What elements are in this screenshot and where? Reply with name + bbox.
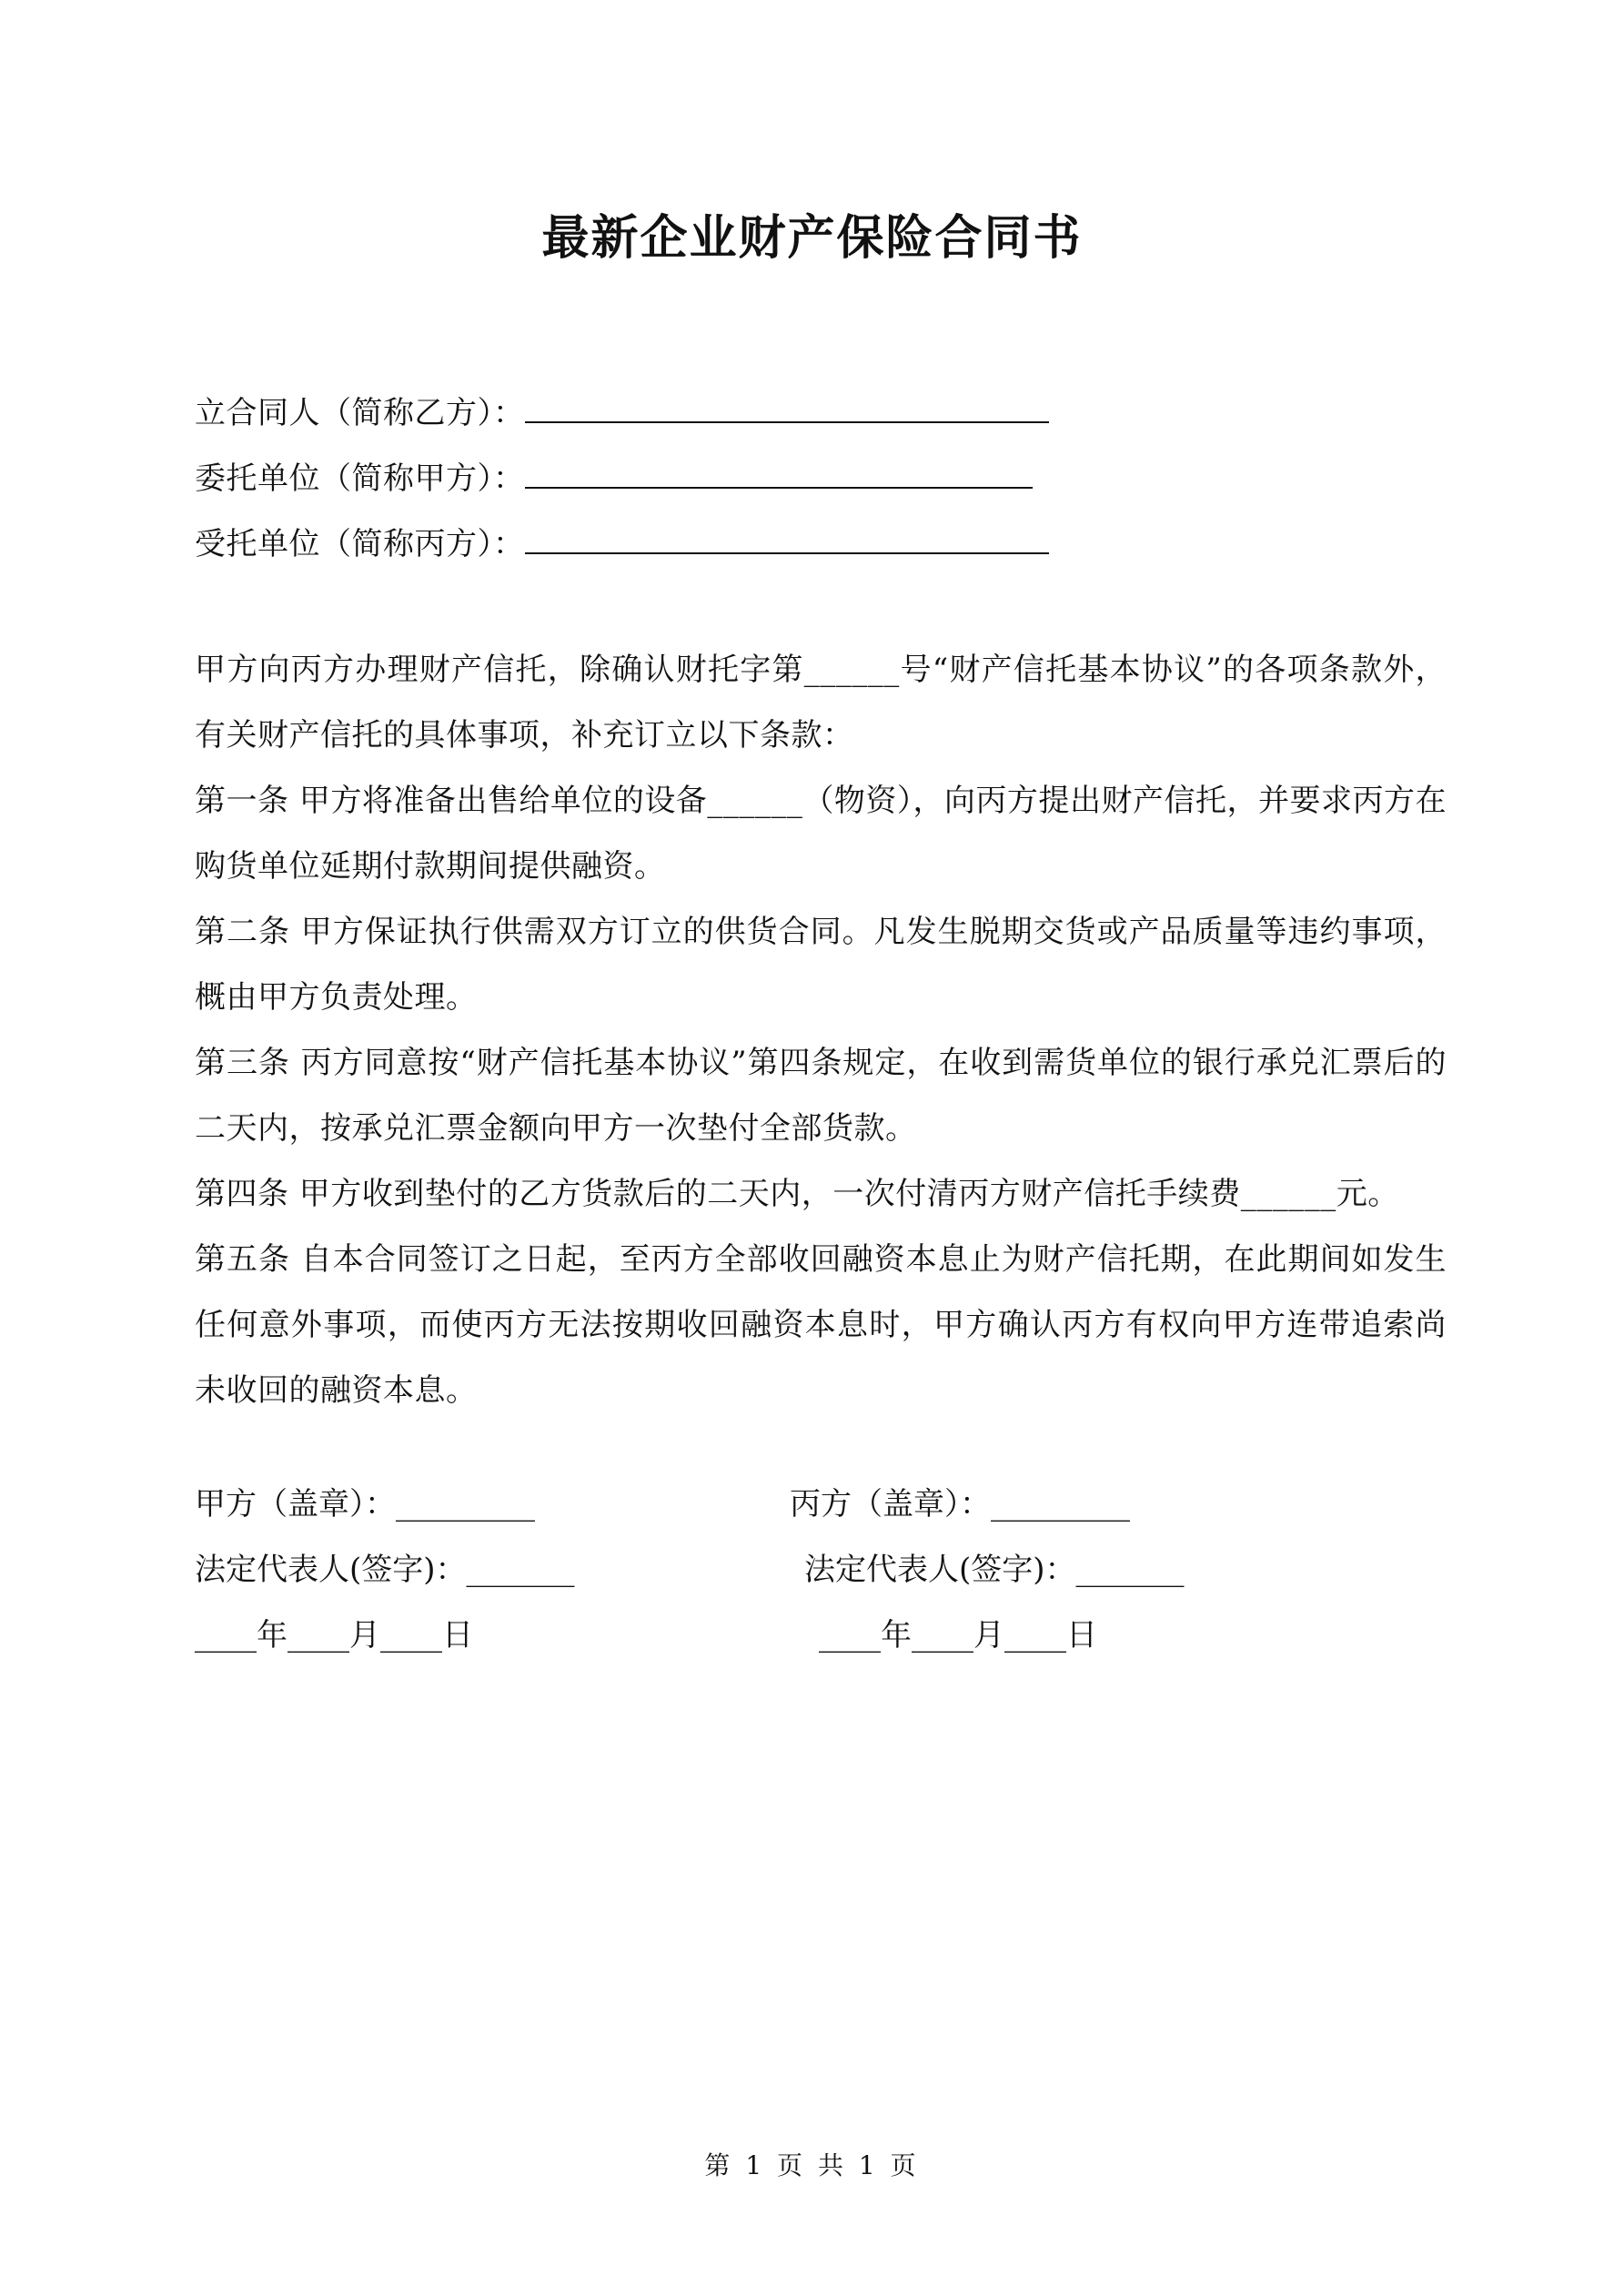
intro-paragraph: 甲方向丙方办理财产信托，除确认财托字第______号“财产信托基本协议”的各项条款外，有关财产信托的具体事项，补充订立以下条款： [195, 652, 1447, 754]
clause-5: 第五条 自本合同签订之日起，至丙方全部收回融资本息止为财产信托期，在此期间如发生任何意外事项，而使丙方无法按期收回融资本息时，甲方确认丙方有权向甲方连带追索尚未收回的融资本息。 [195, 1241, 1447, 1409]
signature-block-jia [195, 1472, 575, 1668]
contract-body [195, 637, 1447, 1423]
party-label: 委托单位（简称甲方）： [195, 460, 525, 497]
party-label: 立合同人（简称乙方）： [195, 395, 525, 431]
party-row-bing [195, 511, 1447, 577]
party-label: 受托单位（简称丙方）： [195, 526, 525, 562]
fill-in-blank [525, 394, 1049, 423]
date-line: ____年____月____日 [819, 1617, 1097, 1654]
document-title: 最新企业财产保险合同书 [541, 210, 1083, 266]
fill-in-blank [525, 525, 1049, 554]
clause-4: 第四条 甲方收到垫付的乙方货款后的二天内，一次付清丙方财产信托手续费______元。 [195, 1176, 1399, 1212]
page-footer: 第 1 页 共 1 页 [704, 2150, 920, 2180]
party-row-jia [195, 446, 1447, 511]
party-row-yi [195, 380, 1447, 446]
seal-line: 甲方（盖章）：_________ [195, 1486, 535, 1522]
signature-block-bing [790, 1472, 1185, 1668]
clause-1: 第一条 甲方将准备出售给单位的设备______（物资），向丙方提出财产信托，并要求丙方在购货单位延期付款期间提供融资。 [195, 783, 1447, 885]
representative-line: 法定代表人(签字)：_______ [195, 1552, 575, 1588]
clause-2: 第二条 甲方保证执行供需双方订立的供货合同。凡发生脱期交货或产品质量等违约事项，概由甲方负责处理。 [195, 914, 1447, 1016]
representative-line: 法定代表人(签字)：_______ [804, 1552, 1185, 1588]
parties-section [195, 380, 1447, 577]
date-line: ____年____月____日 [195, 1617, 473, 1654]
fill-in-blank [525, 460, 1033, 489]
clause-3: 第三条 丙方同意按“财产信托基本协议”第四条规定，在收到需货单位的银行承兑汇票后的二天内，按承兑汇票金额向甲方一次垫付全部货款。 [195, 1045, 1447, 1147]
seal-line: 丙方（盖章）：_________ [790, 1486, 1130, 1522]
